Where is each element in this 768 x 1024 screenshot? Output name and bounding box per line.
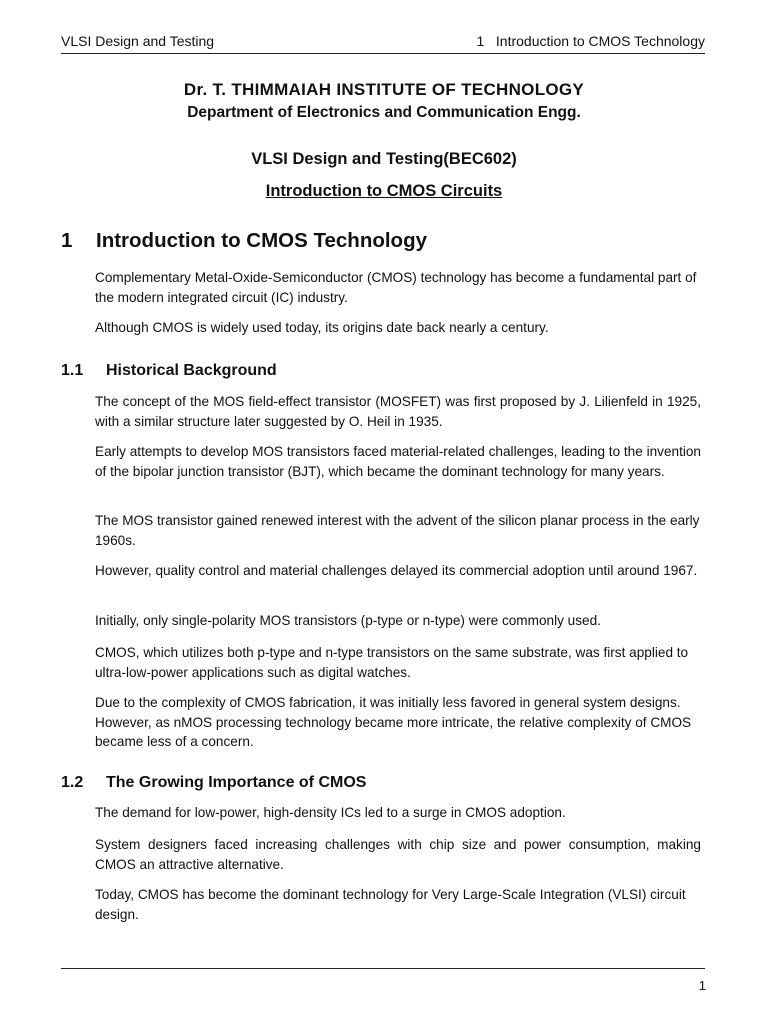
- section-1-2-heading: [61, 774, 366, 792]
- section-number: 1.2: [61, 774, 84, 791]
- footer-rule: [61, 968, 705, 969]
- institute-name: Dr. T. THIMMAIAH INSTITUTE OF TECHNOLOGY: [183, 80, 585, 99]
- paragraph: The MOS transistor gained renewed interest with the advent of the silicon planar process in the early 1960s.: [95, 513, 700, 548]
- section-1-1-heading: [61, 362, 277, 380]
- section-title: Historical Background: [106, 362, 277, 379]
- course-title: VLSI Design and Testing(BEC602): [251, 150, 517, 168]
- paragraph: Although CMOS is widely used today, its origins date back nearly a century.: [95, 320, 549, 335]
- running-header: [61, 33, 705, 54]
- section-number: 1.1: [61, 362, 84, 379]
- department-name: Department of Electronics and Communication Engg.: [187, 104, 581, 121]
- paragraph: The demand for low-power, high-density ICs led to a surge in CMOS adoption.: [95, 805, 566, 820]
- document-subtitle: [0, 182, 768, 201]
- paragraph: CMOS, which utilizes both p-type and n-type transistors on the same substrate, was first applied to ultra-low-power applications such as digital watches.: [95, 645, 689, 680]
- section-title: The Growing Importance of CMOS: [106, 774, 367, 791]
- paragraph: Initially, only single-polarity MOS transistors (p-type or n-type) were commonly used.: [95, 613, 601, 628]
- paragraph: However, quality control and material challenges delayed its commercial adoption until around 1967.: [95, 563, 698, 578]
- paragraph: The concept of the MOS field-effect transistor (MOSFET) was first proposed by J. Lilienfeld in 1925, with a similar structure later suggested by O. Heil in 1935.: [95, 394, 701, 429]
- paragraph: Early attempts to develop MOS transistors faced material-related challenges, leading to the invention of the bipolar junction transistor (BJT), which became the dominant technology for many years.: [95, 444, 701, 479]
- paragraph: Complementary Metal-Oxide-Semiconductor (CMOS) technology has become a fundamental part of the modern integrated circuit (IC) industry.: [95, 270, 697, 305]
- paragraph: System designers faced increasing challenges with chip size and power consumption, making CMOS an attractive alternative.: [95, 837, 701, 872]
- section-1-heading: [61, 229, 427, 253]
- document-subtitle-text: Introduction to CMOS Circuits: [265, 182, 503, 200]
- paragraph: Today, CMOS has become the dominant technology for Very Large-Scale Integration (VLSI) circuit design.: [95, 887, 686, 922]
- paragraph: Due to the complexity of CMOS fabrication, it was initially less favored in general system designs. However, as nMOS processing technology became more intricate, the relative complexity of CMOS became less of a concern.: [95, 695, 692, 749]
- header-course-title: VLSI Design and Testing: [61, 33, 215, 49]
- section-title: Introduction to CMOS Technology: [96, 229, 428, 252]
- header-chapter-title: 1 Introduction to CMOS Technology: [476, 33, 705, 49]
- section-number: 1: [61, 229, 73, 252]
- page-number: 1: [698, 978, 706, 993]
